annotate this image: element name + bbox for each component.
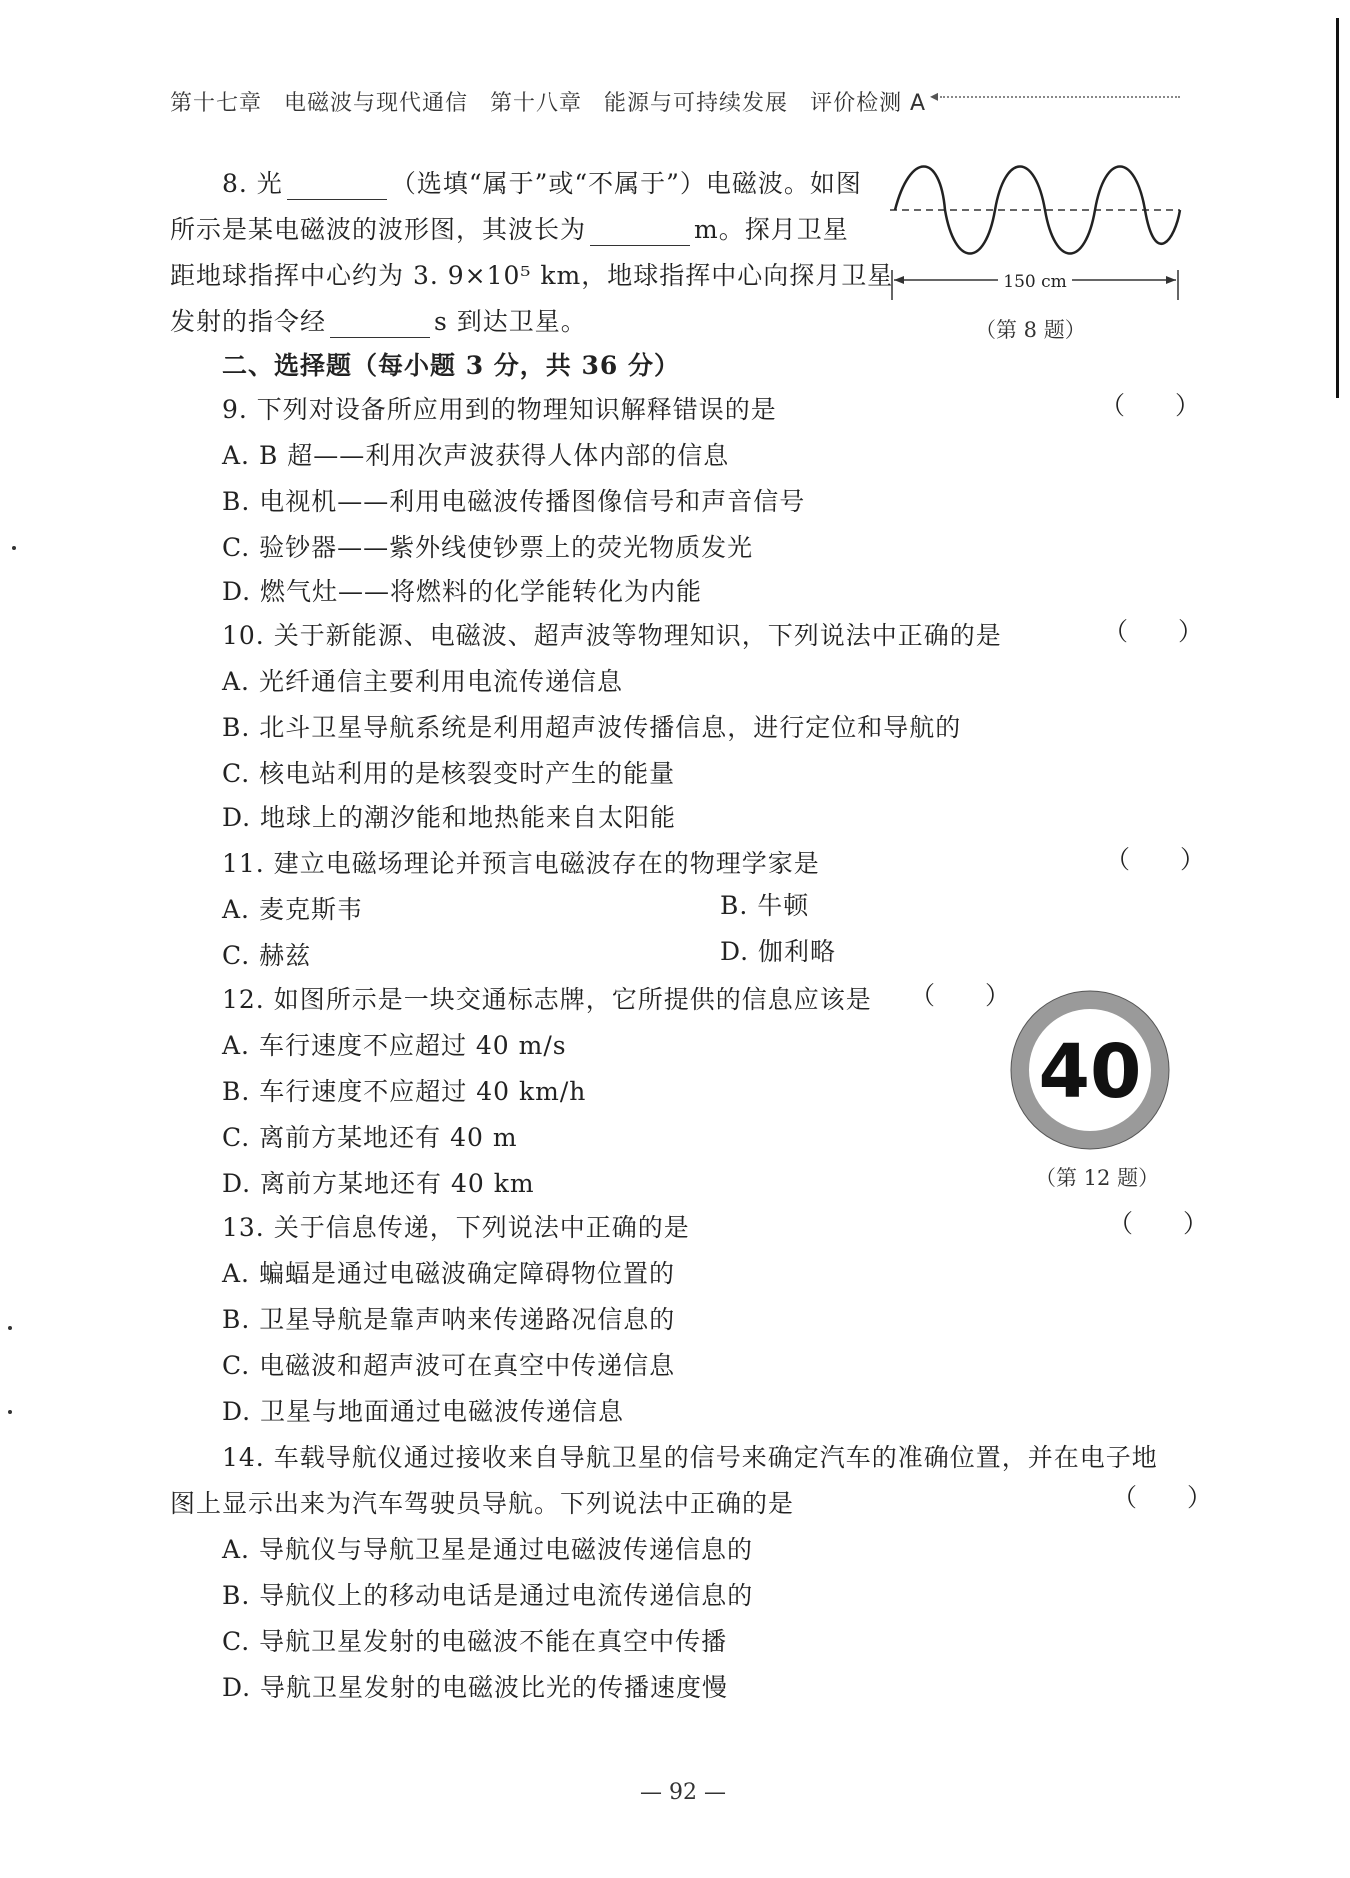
q13-option-c: C. 电磁波和超声波可在真空中传递信息 <box>222 1351 676 1380</box>
q9-option-a: A. B 超——利用次声波获得人体内部的信息 <box>222 441 730 470</box>
q13-answer-paren[interactable]: （ ） <box>1108 1209 1209 1238</box>
header-arrow-icon: ◂ <box>930 86 939 105</box>
q8-text: 8. 光 <box>222 169 283 198</box>
q8-blank-2[interactable] <box>590 219 690 246</box>
q9-stem: 9. 下列对设备所应用到的物理知识解释错误的是 <box>222 395 777 424</box>
wave-figure <box>880 160 1190 300</box>
q10-stem: 10. 关于新能源、电磁波、超声波等物理知识，下列说法中正确的是 <box>222 621 1002 650</box>
q11-option-d: D. 伽利略 <box>720 937 837 966</box>
q8-blank-1[interactable] <box>287 173 387 200</box>
q13-option-a: A. 蝙蝠是通过电磁波确定障碍物位置的 <box>222 1259 675 1288</box>
sign-number: 40 <box>1038 1029 1142 1115</box>
q8-caption: （第 8 题） <box>975 318 1086 342</box>
q9-option-c: C. 验钞器——紫外线使钞票上的荧光物质发光 <box>222 533 754 562</box>
q8-text: 所示是某电磁波的波形图，其波长为 <box>170 215 587 244</box>
speed-limit-sign <box>1005 985 1175 1155</box>
q11-option-b: B. 牛顿 <box>720 891 810 920</box>
assessment-label: 评价检测 A <box>810 91 927 116</box>
q9-answer-paren[interactable]: （ ） <box>1100 391 1201 420</box>
q12-option-c: C. 离前方某地还有 40 m <box>222 1123 518 1152</box>
q14-stem-line2: 图上显示出来为汽车驾驶员导航。下列说法中正确的是 <box>170 1489 795 1518</box>
q10-answer-paren[interactable]: （ ） <box>1103 617 1204 646</box>
q14-option-a: A. 导航仪与导航卫星是通过电磁波传递信息的 <box>222 1535 753 1564</box>
section-title: 二、选择题（每小题 3 分，共 36 分） <box>222 351 681 380</box>
chapter18-label: 第十八章 <box>490 91 583 116</box>
q10-option-a: A. 光纤通信主要利用电流传递信息 <box>222 667 623 696</box>
q8-line4 <box>170 302 587 338</box>
q14-option-b: B. 导航仪上的移动电话是通过电流传递信息的 <box>222 1581 754 1610</box>
q12-option-d: D. 离前方某地还有 40 km <box>222 1169 535 1198</box>
q12-stem: 12. 如图所示是一块交通标志牌，它所提供的信息应该是 <box>222 985 872 1014</box>
header-dotted-rule <box>940 96 1180 98</box>
q8-line3: 距地球指挥中心约为 3. 9×10⁵ km，地球指挥中心向探月卫星 <box>170 261 894 290</box>
page-edge-rule <box>1336 18 1339 398</box>
q11-answer-paren[interactable]: （ ） <box>1105 845 1206 874</box>
q12-caption: （第 12 题） <box>1035 1166 1160 1190</box>
page-header <box>170 86 948 117</box>
q10-option-d: D. 地球上的潮汐能和地热能来自太阳能 <box>222 803 677 832</box>
arrow-right-icon <box>1166 276 1176 284</box>
arrow-left-icon <box>894 276 904 284</box>
q10-option-b: B. 北斗卫星导航系统是利用超声波传播信息，进行定位和导航的 <box>222 713 962 742</box>
page-number: — 92 — <box>640 1780 726 1805</box>
q14-option-c: C. 导航卫星发射的电磁波不能在真空中传播 <box>222 1627 728 1656</box>
q8-blank-3[interactable] <box>330 311 430 338</box>
q13-option-d: D. 卫星与地面通过电磁波传递信息 <box>222 1397 625 1426</box>
q11-stem: 11. 建立电磁场理论并预言电磁波存在的物理学家是 <box>222 849 820 878</box>
q11-option-a: A. 麦克斯韦 <box>222 895 363 924</box>
chapter18-title: 能源与可持续发展 <box>604 91 789 116</box>
chapter17-title: 电磁波与现代通信 <box>284 91 469 116</box>
q8-text: 发射的指令经 <box>170 307 327 336</box>
scan-speck <box>8 1326 12 1330</box>
q14-option-d: D. 导航卫星发射的电磁波比光的传播速度慢 <box>222 1673 729 1702</box>
q13-option-b: B. 卫星导航是靠声呐来传递路况信息的 <box>222 1305 676 1334</box>
q9-option-b: B. 电视机——利用电磁波传播图像信号和声音信号 <box>222 487 806 516</box>
wave-length-label: 150 cm <box>1003 272 1067 292</box>
q8-text: s 到达卫星。 <box>434 307 587 336</box>
q14-stem-line1: 14. 车载导航仪通过接收来自导航卫星的信号来确定汽车的准确位置，并在电子地 <box>222 1443 1158 1472</box>
q8-line2 <box>170 210 849 246</box>
q12-option-b: B. 车行速度不应超过 40 km/h <box>222 1077 587 1106</box>
q8-text: （选填“属于”或“不属于”）电磁波。如图 <box>390 169 862 198</box>
q11-option-c: C. 赫兹 <box>222 941 312 970</box>
scan-speck <box>12 546 16 550</box>
q12-answer-paren[interactable]: （ ） <box>910 981 1011 1010</box>
q8-text: m。探月卫星 <box>694 215 849 244</box>
q8-line1 <box>222 164 862 200</box>
q14-answer-paren[interactable]: （ ） <box>1112 1483 1213 1512</box>
chapter17-label: 第十七章 <box>170 91 263 116</box>
scan-speck <box>8 1410 12 1414</box>
q12-option-a: A. 车行速度不应超过 40 m/s <box>222 1031 567 1060</box>
q13-stem: 13. 关于信息传递，下列说法中正确的是 <box>222 1213 690 1242</box>
q10-option-c: C. 核电站利用的是核裂变时产生的能量 <box>222 759 676 788</box>
q9-option-d: D. 燃气灶——将燃料的化学能转化为内能 <box>222 577 703 606</box>
